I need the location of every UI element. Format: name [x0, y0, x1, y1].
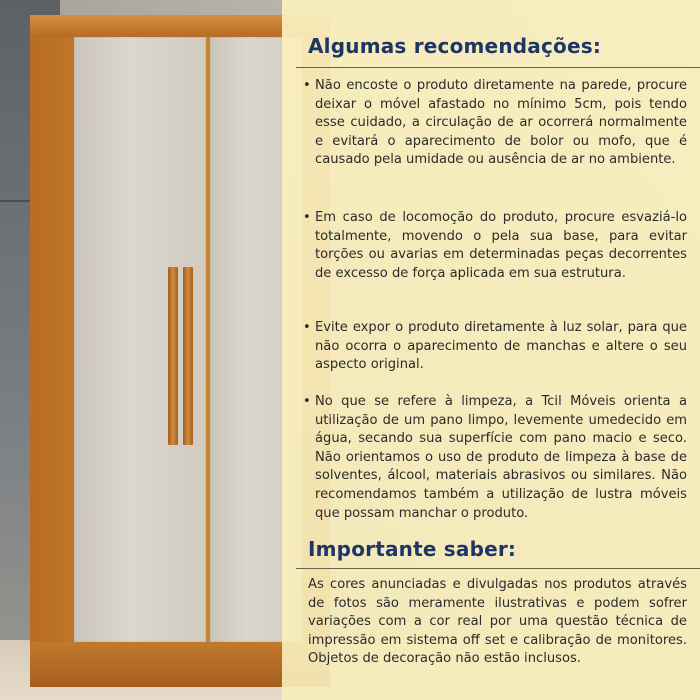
bullet-dot: •: [303, 320, 311, 335]
important-text: As cores anunciadas e divulgadas nos produtos através de fotos são meramente ilustrativas e podem sofrer variações com a cor real por uma questão técnica de impressão em sistema off set e calibração de monitores. Objetos de decoração não estão inclusos.: [308, 577, 687, 667]
recommendation-item: [303, 77, 687, 170]
recommendations-heading: Algumas recomendações:: [308, 34, 602, 58]
recommendation-text: No que se refere à limpeza, a Tcil Móveis orienta a utilização de um pano limpo, levemente umedecido em água, secando sua superfície com pano macio e seco. Não orientamos o uso de produto de limpeza à base de solventes, álcool, materiais abrasivos ou similares. Não recomendamos também a utilização de lustra móveis que possam manchar o produto.: [315, 394, 687, 521]
bullet-dot: •: [303, 210, 311, 225]
recommendation-text: Em caso de locomoção do produto, procure esvaziá-lo totalmente, movendo o pela sua base, para evitar torções ou avarias em determinadas peças decorrentes de excesso de força aplicada em sua estrutura.: [315, 210, 687, 281]
heading-divider: [296, 568, 700, 569]
bullet-dot: •: [303, 78, 311, 93]
recommendation-item: [303, 319, 687, 375]
door-handle-left: [168, 267, 178, 445]
heading-divider: [296, 67, 700, 68]
recommendation-item: [303, 209, 687, 283]
recommendation-text: Não encoste o produto diretamente na parede, procure deixar o móvel afastado no mínimo 5cm, pois tendo esse cuidado, a circulação de ar ocorrerá normalmente e evitará o aparecimento de bolor ou mofo, que é causado pela umidade ou ausência de ar no ambiente.: [315, 78, 687, 168]
important-heading: Importante saber:: [308, 537, 517, 561]
door-handle-right: [183, 267, 193, 445]
bullet-dot: •: [303, 394, 311, 409]
recommendation-text: Evite expor o produto diretamente à luz solar, para que não ocorra o aparecimento de manchas e altere o seu aspecto original.: [315, 320, 687, 373]
recommendation-item: [303, 393, 687, 523]
